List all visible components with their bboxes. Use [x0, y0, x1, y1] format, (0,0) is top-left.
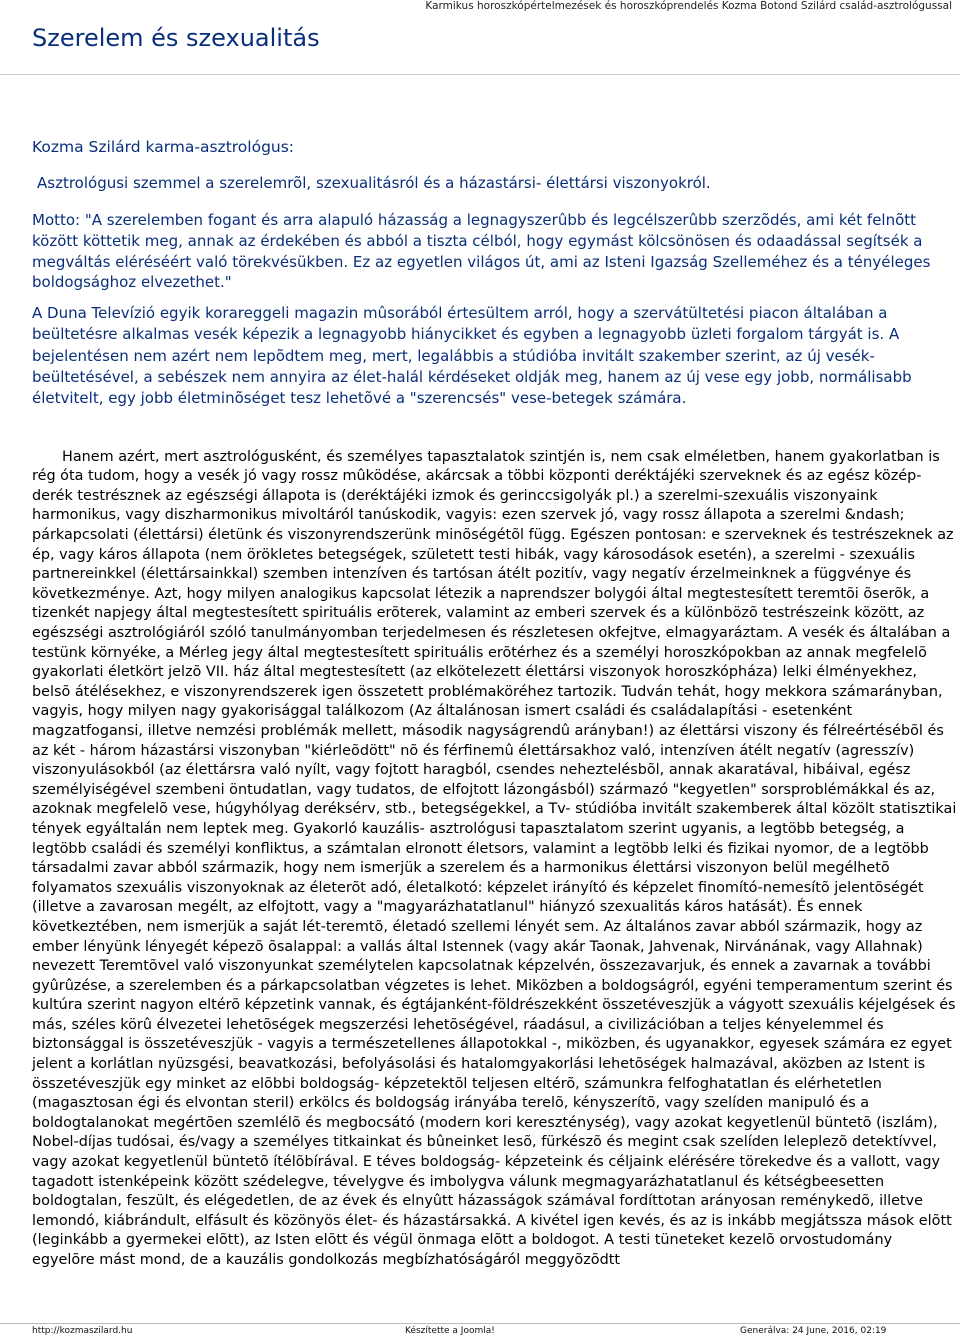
article-subtitle: Asztrológusi szemmel a szerelemrõl, szexualitásról és a házastársi- élettársi viszonyokról.	[37, 174, 711, 192]
site-header	[0, 0, 960, 75]
body-paragraph	[32, 448, 958, 1271]
body-text: Hanem azért, mert asztrológusként, és személyes tapasztalatok szintjén is, nem csak elméletben, hanem gyakorlatban is rég óta tudom, hogy a vesék jó vagy rossz mûködése, akárcsak a többi központi deréktájéki szerveknek és az egész közép-derék testrésznek az egészségi állapota is (deréktájéki izmok és gerinccsigolyák pl.) a szerelmi-szexuális viszonyaink harmonikus, vagy diszharmonikus mivoltáról tanúskodik, vagyis: ezen szervek jó, vagy rossz állapota a szerelmi &ndash; párkapcsolati (élettársi) életünk és viszonyrendszerünk minõségétõl függ. Egészen pontosan: e szerveknek és testrészeknek az ép, vagy káros állapota (nem örökletes betegségek, született testi hibák, vagy károsodások esetén), a szerelmi - szexuális partnereinkkel (élettársainkkal) szemben intenzíven és tartósan átélt pozitív, vagy negatív érzelmeinknek a függvénye és következménye. Azt, hogy milyen analogikus kapcsolat létezik a naprendszer bolygói által megtestesített teremtõi õserõk, a tizenkét napjegy által megtestesített spirituális erõterek, valamint az emberi szervek és a különbözõ testrészeink között, az egészségi asztrológiáról szóló tanulmányomban terjedelmesen és részletesen okfejtve, elmagyaráztam. A vesék és általában a testünk környéke, a Mérleg jegy által megtestesített spirituális erõtérhez és a személyi horoszkópokban az annak megfelelõ gyakorlati életkört jelzõ VII. ház által megtestesített (az elkötelezett élettársi viszonyok horoszkópháza) lelki élményekhez, belsõ átélésekhez, e viszonyrendszerek igen összetett problémaköréhez tartozik. Tudván tehát, hogy mekkora számarányban, vagyis, hogy milyen nagy gyakorisággal találkozom (Az általánosan ismert családi és családalapítási - esetenként magzatfogansi, illetve nemzési problémák mellett, második nagyságrendû arányban!) az élettársi viszony és félreértésébõl és az két - három házastársi viszonyban "kiérleõdött" nõ és férfinemû élettársakhoz való, intenzíven átélt negatív (agresszív) viszonyulásokból (az élettársra való nyílt, vagy fojtott haragból, csendes neheztelésbõl, annak akaratával, hibáival, egész személyiségével szembeni öntudatlan, vagy tudatos, de elfojtott lázongásból) származó "kegyetlen" sorsproblémákkal és az, azoknak megfelelõ vese, húgyhólyag deréksérv, stb., betegségekkel, a Tv- stúdióba invitált szakemberek által közölt statisztikai tények egyáltalán nem leptek meg. Gyakorló kauzális- asztrológusi tapasztalatom szerint ugyanis, a legtöbb betegség, a legtöbb családi és személyi konfliktus, a számtalan elronott életsors, valamint a legtöbb lelki és fizikai nyomor, de a legtöbb társadalmi zavar abból származik, hogy nem ismerjük a szerelem és a harmonikus élettársi viszonyon belül megélhetõ folyamatos szexuális viszonyoknak az életerõt adó, életalkotó: képzelet irányító és képzelet finomító-nemesítõ jelentõségét (illetve a zavarosan megélt, az elfojtott, vagy a "magyarázhatatlanul" hiányzó szexualitás káros hatását). És ennek következtében, nem ismerjük a saját lét-teremtõ, életadó szellemi lényét sem. Az általános zavar abból származik, hogy az ember lényünk lényegét képezõ õsalappal: a vallás által Istennek (vagy akár Taonak, Jahvenak, Nirvánának, vagy Allahnak) nevezett Teremtõvel való viszonyunkat személytelen kapcsolatnak képzelvén, összezavarjuk, és ennek a zavarnak a további gyûrûzése, a szerelemben és a párkapcsolatban végzetes is lehet. Miközben a boldogságról, egyéni temperamentum szerint és kultúra szerint nagyon eltérõ képzetink vannak, és égtájanként-földrészekként összetéveszjük a vágyott szexuális kéjelgések és más, széles körû élvezetei lehetõségek megszerzési lehetõségével, ráadásul, a civilizációban a teljes kényelemmel és biztonsággal is összetéveszjük - vagyis a természetellenes állapotokkal -, miközben, és ugyanakkor, egyesek számára ez egyet jelent a korlátlan nyüzsgési, beavatkozási, befolyásolási és hatalomgyakorlási lehetõségek halmazával, aközben az Istent is összetéveszjük egy minket az elõbbi boldogság- képzetektõl teljesen eltérõ, számunkra felfoghatatlan és elérhetetlen (magasztosan égi és elvontan steril) erkölcs és boldogság irányába terelõ, kényszerítõ, vagy szelíden manipuló és a boldogtalanokat megértõen szemlélõ és megbocsátó (modern kori kereszténység), vagy azokat kegyetlenül büntetõ (iszlám), Nobel-díjas tudósai, és/vagy a személyes titkainkat és bûneinket lesõ, fürkészõ és megint csak szelíden leleplezõ detektívvel, vagy azokat kegyetlenül büntetõ ítélõbírával. E téves boldogság- képzeteink és céljaink elérésére törekedve és a vallott, vagy tagadott istenképeink között szédelegve, tévelygve és imbolygva válunk megmagyarázhatatlanul és kétségbeesetten boldogtalan, feszült, és elégedetlen, de az évek és elnyûtt házasságok számával fordíttotan arányosan reménykedõ, illetve lemondó, kiábrándult, elfásult és közönyös élet- és házastársakká. A kivétel igen kevés, és az is inkább megjátssza mások elõtt (leginkább a gyermekei elõtt), az Isten elõtt és végül önmaga elõtt a boldogot. A testi tüneteket kezelõ orvostudomány egyelõre mást mond, de a kauzális gondolkozás megbízhatóságáról meggyõzõdtt	[32, 448, 957, 1269]
motto-paragraph: Motto: "A szerelemben fogant és arra alapuló házasság a legnagyszerûbb és legcélszerûbb szerzõdés, ami két felnõtt között köttetik meg, annak az érdekében és abból a tiszta célból, hogy egymást kölcsönösen és odaadással segítsék a megváltás eléréséért való törekvésükben. Ez az egyetlen világos út, ami az Isteni Igazság Szelleméhez és a tényéleges boldogsághoz elvezethet."	[32, 211, 931, 292]
footer-made-with: Készítette a Joomla!	[405, 1326, 495, 1336]
author-heading: Kozma Szilárd karma-asztrológus:	[32, 138, 295, 156]
page-title: Szerelem és szexualitás	[32, 24, 320, 52]
header-credit: Karmikus horoszkópértelmezések és horoszkóprendelés Kozma Botond Szilárd család-asztrológussal	[425, 0, 952, 12]
footer-generated: Generálva: 24 June, 2016, 02:19	[740, 1326, 887, 1336]
footer-url-link[interactable]: http://kozmaszilard.hu	[32, 1326, 133, 1336]
intro-paragraph: A Duna Televízió egyik korareggeli magazin mûsorából értesültem arról, hogy a szervátültetési piacon általában a beültetésre alkalmas vesék képezik a legnagyobb hiánycikket és egyben a legnagyobb üzleti forgalom tárgyát is. A bejelentésen nem azért nem lepõdtem meg, mert, legalábbis a stúdióba invitált szakember szerint, az új vesék- beültetésével, a sebészek nem annyira az élet-halál kérdéseket oldják meg, hanem az új vese egy jobb, normálisabb életvitelt, egy jobb életminõséget tesz lehetõvé a "szerencsés" vese-betegek számára.	[32, 304, 912, 408]
article-content	[32, 138, 958, 1271]
site-footer	[0, 1323, 960, 1339]
